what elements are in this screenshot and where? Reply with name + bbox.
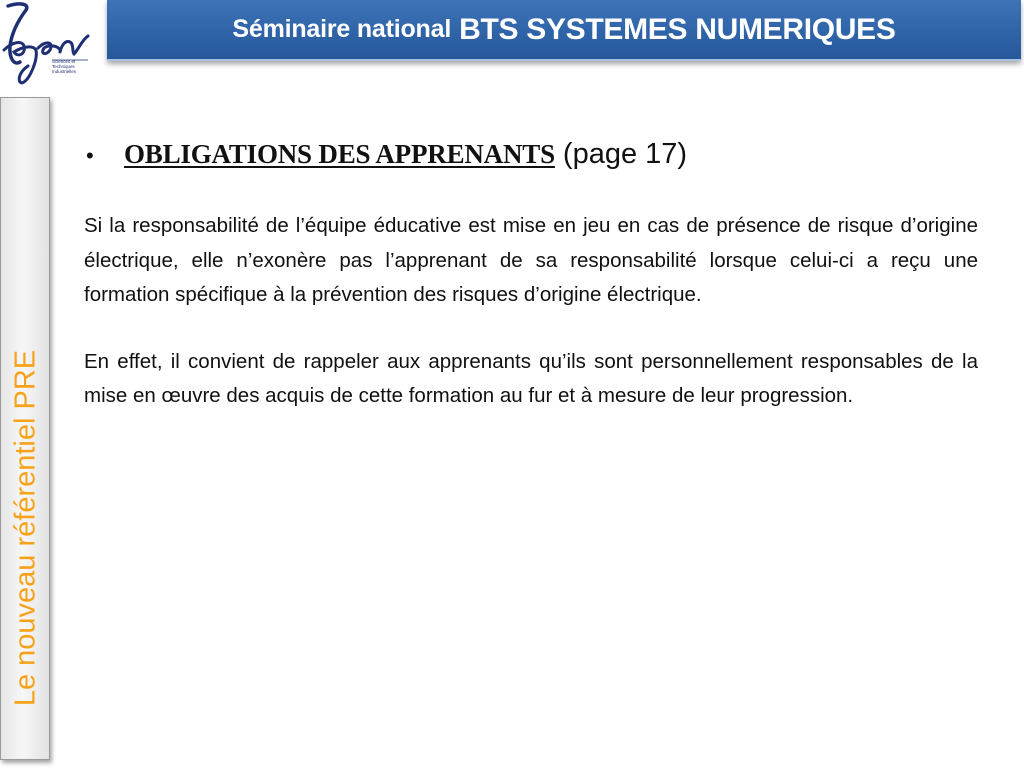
title-banner [107,0,1021,61]
paragraph-1: Si la responsabilité de l’équipe éducative est mise en jeu en cas de présence de risque d’origine électrique, elle n’exonère pas l’apprenant de sa responsabilité lorsque celui-ci a reçu une formation spécifique à la prévention des risques d’origine électrique. [84,214,978,306]
igen-logo [0,0,92,88]
side-bar-label: Le nouveau référentiel PRE [9,349,42,707]
slide-content [84,138,978,414]
logo-caption: Sciences et Techniques Industrielles [52,59,77,74]
heading-title: OBLIGATIONS DES APPRENANTS [124,139,555,169]
igen-logo-mark [0,0,92,88]
title-seminaire: Séminaire national [232,15,452,43]
title-bts: BTS SYSTEMES NUMERIQUES [459,12,896,46]
heading-line [86,138,978,171]
paragraph-2: En effet, il convient de rappeler aux apprenants qu’ils sont personnellement responsables de la mise en œuvre des acquis de cette formation au fur et à mesure de leur progression. [84,349,978,407]
side-bar [0,97,50,760]
heading-page-ref: (page 17) [562,138,688,170]
bullet-icon: • [86,143,94,168]
